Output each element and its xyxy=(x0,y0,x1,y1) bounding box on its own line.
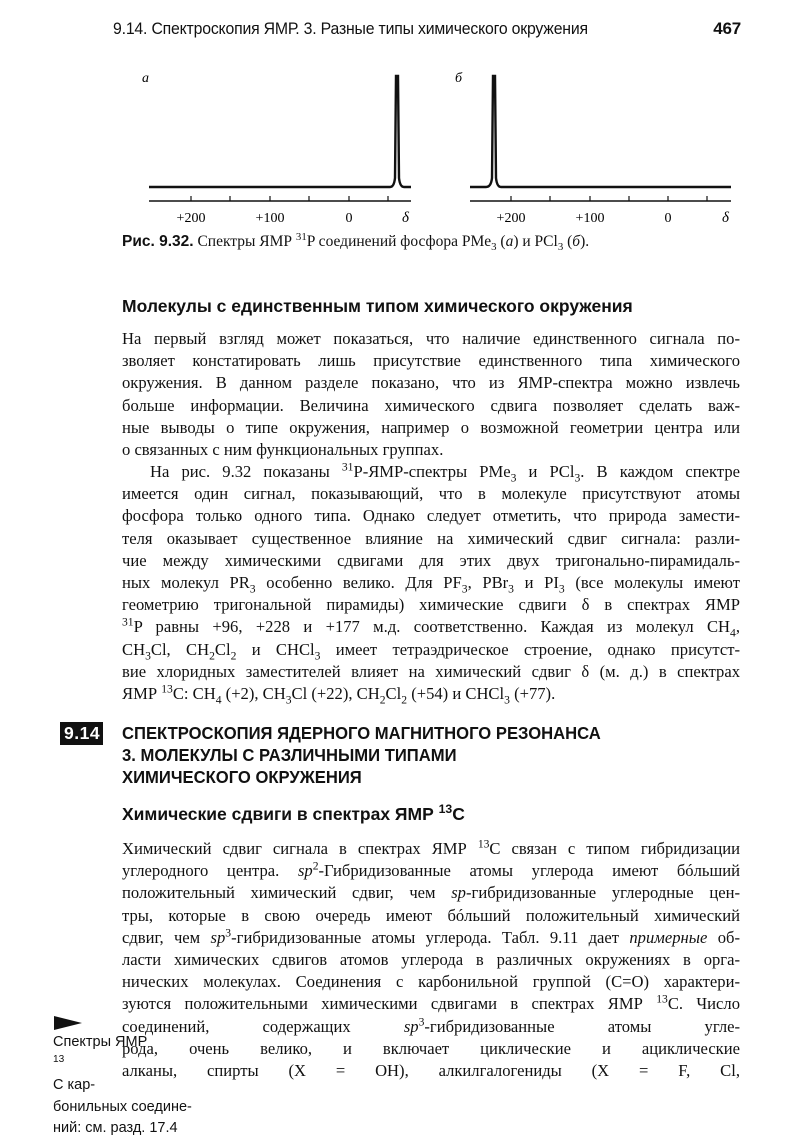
page-number: 467 xyxy=(713,19,741,38)
paragraph-1: На первый взгляд может показаться, что наличие единственного сигнала по- зволяет констатировать лишь присутствие единственного типа химического окружения. В данном разделе показано, что из ЯМР-спектра можно извлечь больше информации. Величина химического сдвига позволяет сделать важ- ные выводы о типе окружения, например о возможной геометрии центра или о связанных с ним функциональных группах. xyxy=(122,329,740,460)
section-number-badge: 9.14 xyxy=(60,722,103,745)
tick-label: +100 xyxy=(575,211,605,226)
axis-symbol: δ xyxy=(722,210,729,226)
spectrum-a-trace xyxy=(149,76,411,187)
panel-b-label: б xyxy=(455,71,463,86)
spectrum-panel-a xyxy=(120,60,420,230)
tick-label: +200 xyxy=(176,211,206,226)
tick-label: +100 xyxy=(255,211,285,226)
spectrum-panel-b xyxy=(440,60,750,230)
paragraph-2: На рис. 9.32 показаны $^{31}$P-ЯМР-спектры PMe$_3$ и PCl$_3$. В каждом спектре имеется один сигнал, показывающий, что в молекуле присутствуют атомы фосфора только одного типа. Однако следует отметить, что природа замести- теля оказывает существенное влияние на химический сдвиг сигнала: разли- чие между химическими сдвигами для этих двух тригонально-пирамидаль- ных молекул $PR_3$ особенно велико. Для $PF_3$, PBr$_3$ и $PI_3$ (все молекулы имеют геометрию тригональной пирамиды) химические сдвиги δ в спектрах ЯМР $^{31}$P равны +96, +228 и +177 м.д. соответственно. Каждая из молекул $CH_4$, $CH_3Cl$, $CH_2Cl_2$ и CHCl$_3$ имеет тетраэдрическое строение, однако присутст- вие хлоридных заместителей влияет на химический сдвиг δ (м. д.) в спектрах ЯМР $^{13}$C: $CH_4$ (+2), $CH_3Cl$ (+22), $CH_2Cl_2$ (+54) и CHCl$_3$ (+77). xyxy=(122,460,740,707)
figure-caption: Рис. 9.32. Спектры ЯМР $^{31}$P соединений фосфора PMe$_3$ (а) и PCl$_3$ (б). xyxy=(122,230,590,254)
section-title: СПЕКТРОСКОПИЯ ЯДЕРНОГО МАГНИТНОГО РЕЗОНАНСА 3. МОЛЕКУЛЫ С РАЗЛИЧНЫМИ ТИПАМИ ХИМИЧЕСКОГО ОКРУЖЕНИЯ xyxy=(122,723,601,787)
tick-label: 0 xyxy=(664,211,672,226)
spectrum-b-svg xyxy=(440,60,750,230)
tick-label: 0 xyxy=(345,211,353,226)
subsection-heading-13c: Химические сдвиги в спектрах ЯМР $^{13}$C xyxy=(122,802,465,824)
panel-a-label: а xyxy=(142,71,149,86)
arrow-right-icon xyxy=(54,1016,82,1030)
axis-symbol: δ xyxy=(402,210,409,226)
caption-label: Рис. 9.32. xyxy=(122,233,194,250)
tick-label: +200 xyxy=(496,211,526,226)
subsection-heading: Молекулы с единственным типом химического окружения xyxy=(122,296,633,316)
paragraph-3: Химический сдвиг сигнала в спектрах ЯМР $^{13}$C связан с типом гибридизации углеродного центра. $sp^2$-Гибридизованные атомы углерода имеют бóльший положительный химический сдвиг, чем sp-гибридизованные углеродные цен- тры, которые в свою очередь имеют бóльший положительный химический сдвиг, чем $sp^3$-гибридизованные атомы углерода. Табл. 9.11 дает примерные об- ласти химических сдвигов атомов углерода в различных окружениях в орга- нических молекулах. Соединения с карбонильной группой (C=O) характери- зуются положительными химическими сдвигами в спектрах ЯМР $^{13}$C. Число соединений, содержащих $sp^3$-гибридизованные атомы угле- рода, очень велико, и включает циклические и ациклические алканы, спирты (X = OH), алкилгалогениды (X = F, Cl, xyxy=(122,837,741,1081)
spectrum-b-trace xyxy=(470,76,731,187)
spectrum-a-svg xyxy=(120,60,420,230)
margin-note: Спектры ЯМР $^{13}$ C кар- бонильных соедине- ний: см. разд. 17.4 xyxy=(53,1034,192,1136)
running-head-title: 9.14. Спектроскопия ЯМР. 3. Разные типы химического окружения xyxy=(113,19,588,38)
